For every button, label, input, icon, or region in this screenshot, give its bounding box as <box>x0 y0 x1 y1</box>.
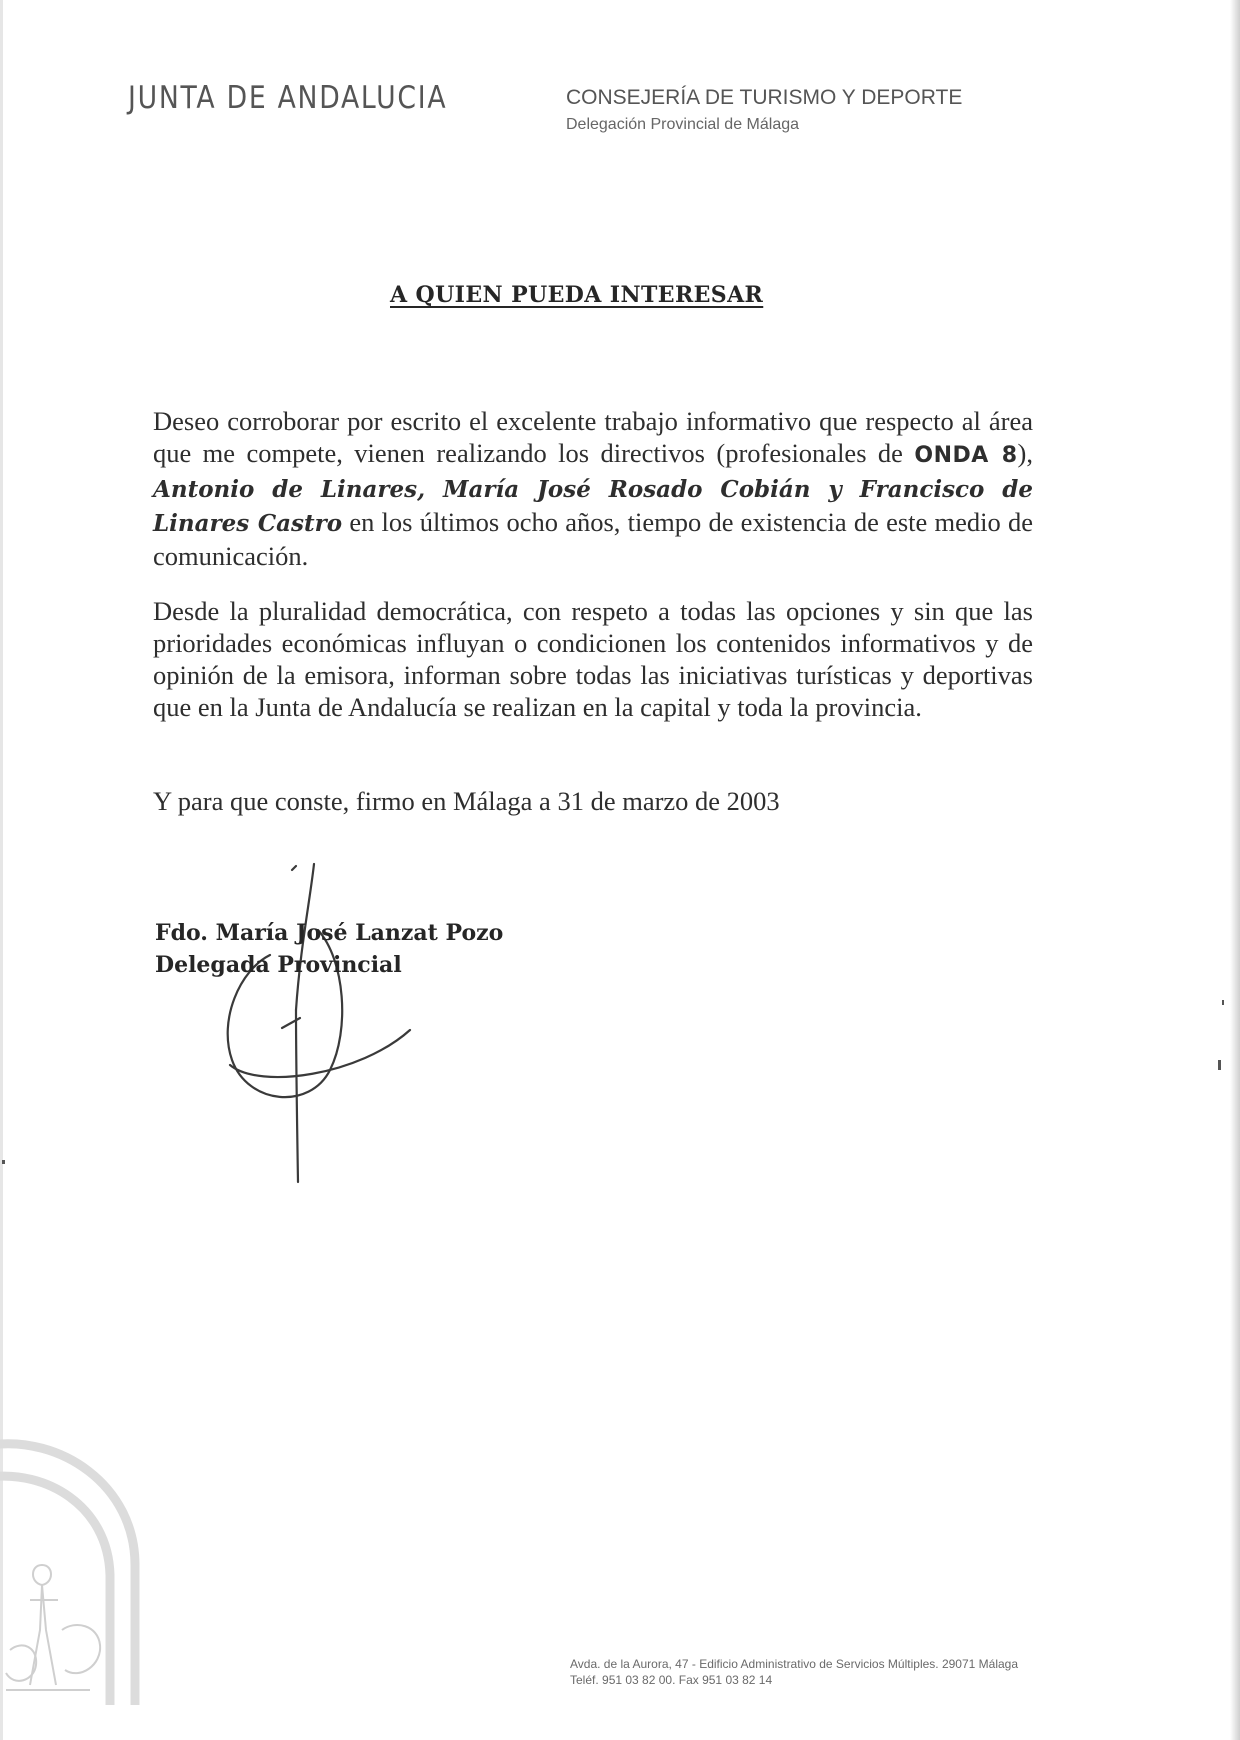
handwritten-signature <box>200 860 420 1190</box>
scan-speck <box>2 1160 5 1164</box>
body-paragraph-1 <box>153 405 1033 572</box>
organization-name: JUNTA DE ANDALUCIA <box>128 80 448 116</box>
p1-text-b: ), <box>1017 438 1033 468</box>
office-name: Delegación Provincial de Málaga <box>566 116 800 133</box>
p1-text-c: en los últimos ocho años, tiempo de existencia de este medio de comunicación. <box>153 507 1034 571</box>
p1-text-a: Deseo corroborar por escrito el excelente trabajo informativo que respecto al área que me compete, vienen realizando los directivos (profesionales de <box>153 406 1033 468</box>
body-paragraph-2: Desde la pluralidad democrática, con respeto a todas las opciones y sin que las prioridades económicas influyan o condicionen los contenidos informativos y de opinión de la emisora, informan sobre todas las iniciativas turísticas y deportivas que en la Junta de Andalucía se realizan en la capital y toda la provincia. <box>153 596 1033 722</box>
andalusia-seal-watermark <box>0 1415 150 1705</box>
signer-role: Delegada Provincial <box>155 952 402 978</box>
document-title: A QUIEN PUEDA INTERESAR <box>390 282 764 308</box>
scan-speck <box>1218 1060 1221 1070</box>
signer-name: Fdo. María José Lanzat Pozo <box>155 920 504 946</box>
footer-phone: Teléf. 951 03 82 00. Fax 951 03 82 14 <box>570 1673 773 1687</box>
signer-block <box>155 917 503 981</box>
footer-contact <box>570 1656 1018 1688</box>
station-name: ONDA 8 <box>914 443 1018 468</box>
directors-names: Antonio de Linares, María José Rosado Cobián y Francisco de Linares Castro <box>153 476 1033 537</box>
scan-speck <box>1222 1000 1224 1005</box>
department-name: CONSEJERÍA DE TURISMO Y DEPORTE <box>566 86 963 109</box>
scan-edge-right <box>1230 0 1240 1740</box>
footer-address: Avda. de la Aurora, 47 - Edificio Administrativo de Servicios Múltiples. 29071 Málaga <box>570 1657 1019 1671</box>
closing-line: Y para que conste, firmo en Málaga a 31 de marzo de 2003 <box>153 786 780 816</box>
